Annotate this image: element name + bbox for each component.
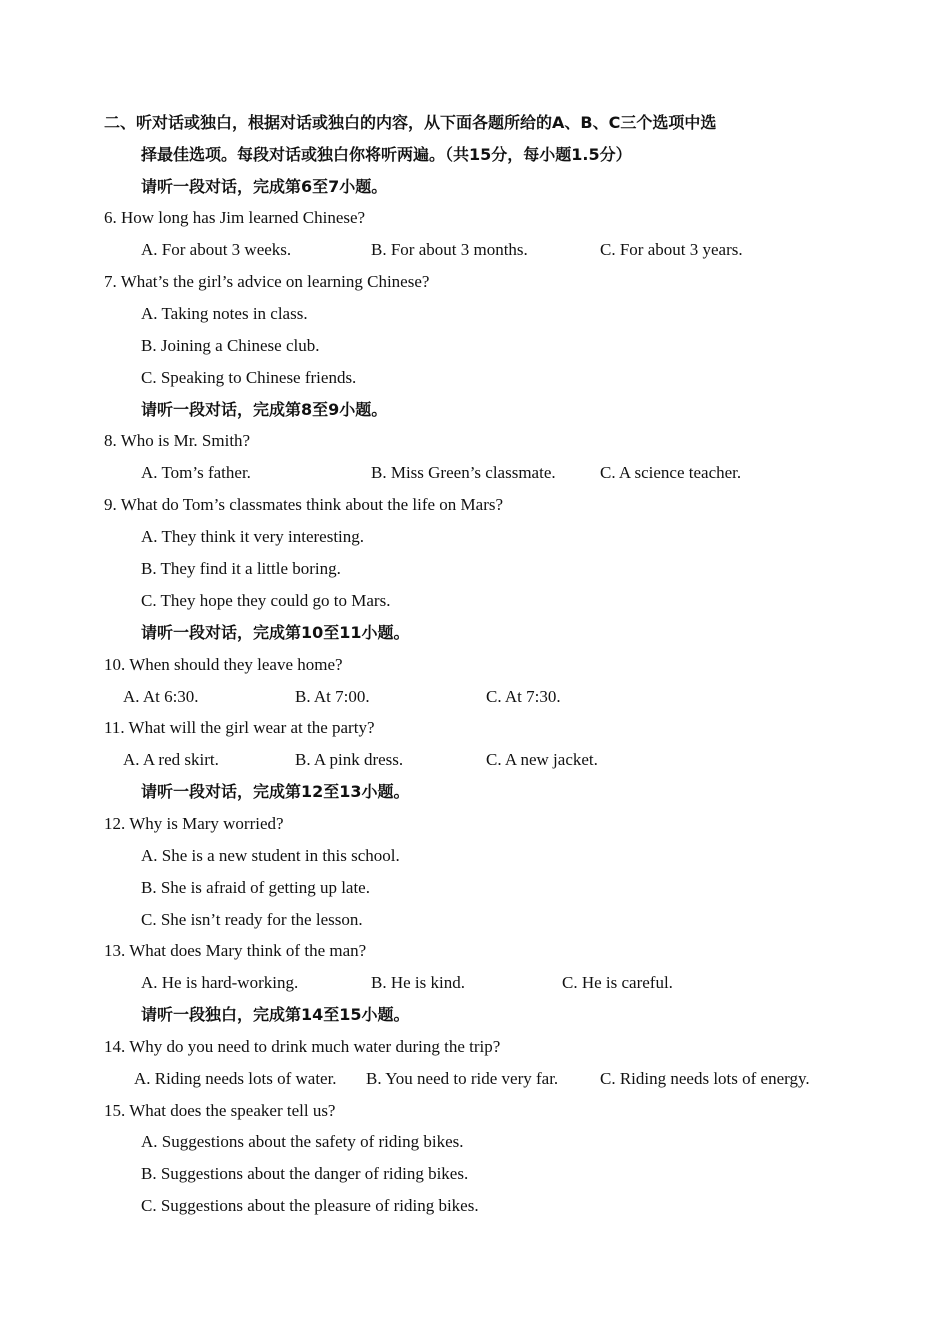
q11-option-b: B. A pink dress.	[295, 750, 404, 769]
q15-option-a: A. Suggestions about the safety of riding bikes.	[141, 1132, 464, 1151]
q8-option-a: A. Tom’s father.	[141, 463, 251, 482]
section-header-line2: 择最佳选项。每段对话或独白你将听两遍。（共15分，每小题1.5分）	[141, 145, 632, 164]
section-header-line1: 二、听对话或独白，根据对话或独白的内容，从下面各题所给的A、B、C三个选项中选	[104, 113, 717, 132]
q10-option-a: A. At 6:30.	[123, 687, 199, 706]
q10-option-c: C. At 7:30.	[486, 687, 561, 706]
q14-option-c: C. Riding needs lots of energy.	[600, 1069, 810, 1088]
question-6: 6. How long has Jim learned Chinese?	[104, 208, 366, 227]
q8-option-c: C. A science teacher.	[600, 463, 742, 482]
q12-option-a: A. She is a new student in this school.	[141, 846, 400, 865]
q7-option-a: A. Taking notes in class.	[141, 304, 308, 323]
q8-option-b: B. Miss Green’s classmate.	[371, 463, 556, 482]
instruction-6-7: 请听一段对话，完成第6至7小题。	[141, 177, 388, 196]
q7-option-b: B. Joining a Chinese club.	[141, 336, 320, 355]
q9-option-a: A. They think it very interesting.	[141, 527, 365, 546]
q14-option-a: A. Riding needs lots of water.	[134, 1069, 337, 1088]
instruction-14-15: 请听一段独白，完成第14至15小题。	[141, 1005, 410, 1024]
q6-option-a: A. For about 3 weeks.	[141, 240, 292, 259]
q11-option-c: C. A new jacket.	[486, 750, 598, 769]
q15-option-c: C. Suggestions about the pleasure of riding bikes.	[141, 1196, 479, 1215]
q13-option-a: A. He is hard-working.	[141, 973, 299, 992]
q13-option-c: C. He is careful.	[562, 973, 673, 992]
question-7: 7. What’s the girl’s advice on learning Chinese?	[104, 272, 430, 291]
q15-option-b: B. Suggestions about the danger of riding bikes.	[141, 1164, 469, 1183]
q9-option-c: C. They hope they could go to Mars.	[141, 591, 391, 610]
question-13: 13. What does Mary think of the man?	[104, 941, 367, 960]
question-15: 15. What does the speaker tell us?	[104, 1101, 336, 1120]
question-11: 11. What will the girl wear at the party?	[104, 718, 375, 737]
question-14: 14. Why do you need to drink much water during the trip?	[104, 1037, 501, 1056]
q6-option-c: C. For about 3 years.	[600, 240, 743, 259]
q14-option-b: B. You need to ride very far.	[366, 1069, 559, 1088]
q7-option-c: C. Speaking to Chinese friends.	[141, 368, 357, 387]
question-8: 8. Who is Mr. Smith?	[104, 431, 251, 450]
instruction-8-9: 请听一段对话，完成第8至9小题。	[141, 400, 388, 419]
question-10: 10. When should they leave home?	[104, 655, 343, 674]
instruction-10-11: 请听一段对话，完成第10至11小题。	[141, 623, 410, 642]
q10-option-b: B. At 7:00.	[295, 687, 370, 706]
q11-option-a: A. A red skirt.	[123, 750, 219, 769]
q13-option-b: B. He is kind.	[371, 973, 465, 992]
q6-option-b: B. For about 3 months.	[371, 240, 528, 259]
q9-option-b: B. They find it a little boring.	[141, 559, 341, 578]
instruction-12-13: 请听一段对话，完成第12至13小题。	[141, 782, 410, 801]
q12-option-b: B. She is afraid of getting up late.	[141, 878, 370, 897]
question-12: 12. Why is Mary worried?	[104, 814, 284, 833]
q12-option-c: C. She isn’t ready for the lesson.	[141, 910, 363, 929]
question-9: 9. What do Tom’s classmates think about the life on Mars?	[104, 495, 504, 514]
